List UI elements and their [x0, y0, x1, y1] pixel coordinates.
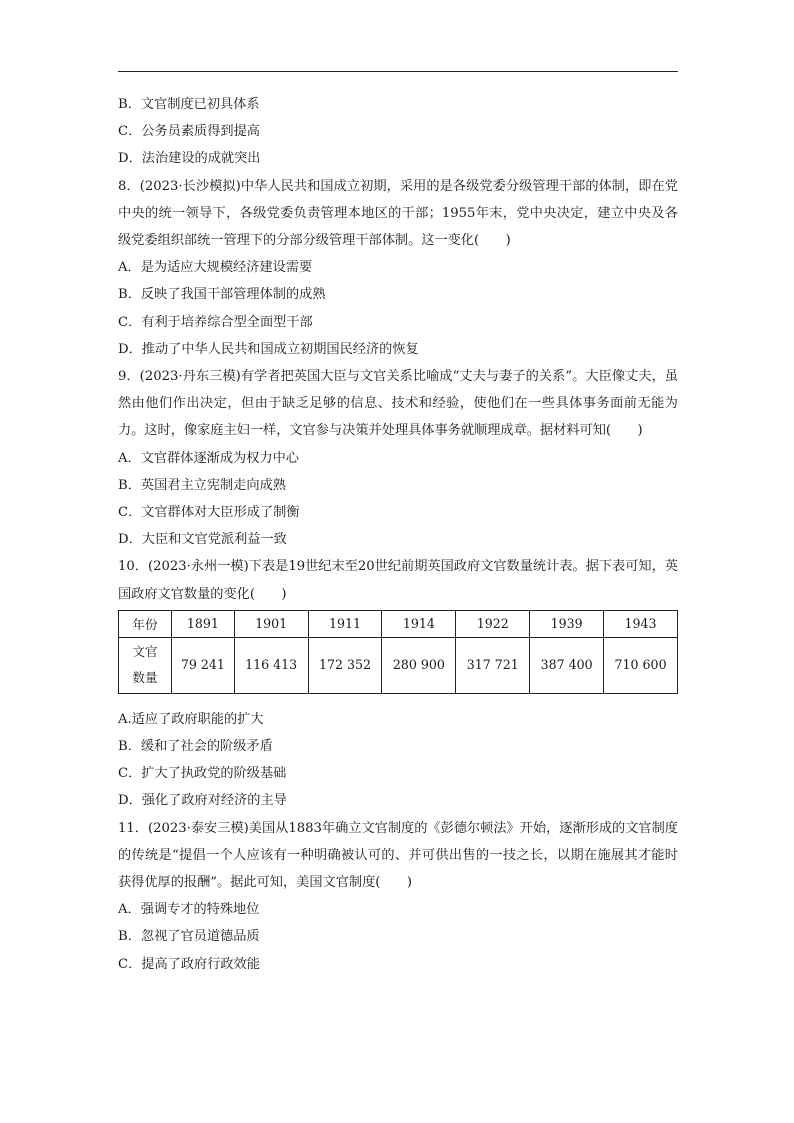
- table-row-counts: [119, 637, 678, 693]
- year-cell: 1922: [456, 610, 530, 637]
- year-cell: 1901: [234, 610, 308, 637]
- q8-option-b: B．反映了我国干部管理体制的成熟: [118, 287, 326, 303]
- q8-stem: 8．(2023·长沙模拟)中华人民共和国成立初期，采用的是各级党委分级管理干部的体制，即在党中央的统一领导下，各级党委负责管理本地区的干部；1955年末，党中央决定，建立中央及各级党委组织部统一管理下的分部分级管理干部体制。这一变化( ): [118, 178, 678, 249]
- q8-option-a: A．是为适应大规模经济建设需要: [118, 260, 313, 276]
- q7-option-d: D．法治建设的成就突出: [118, 151, 261, 167]
- count-cell: 317 721: [456, 637, 530, 693]
- count-cell: 387 400: [530, 637, 604, 693]
- q9-option-c: C．文官群体对大臣形成了制衡: [118, 505, 300, 521]
- count-cell: 280 900: [382, 637, 456, 693]
- q9-option-a: A．文官群体逐渐成为权力中心: [118, 450, 299, 466]
- year-header-cell: 年份: [119, 610, 172, 637]
- count-cell: 710 600: [604, 637, 678, 693]
- document-body: [118, 91, 678, 978]
- year-cell: 1943: [604, 610, 678, 637]
- q11-option-c: C．提高了政府行政效能: [118, 956, 260, 972]
- year-cell: 1939: [530, 610, 604, 637]
- q7-option-c: C．公务员素质得到提高: [118, 124, 260, 140]
- year-cell: 1914: [382, 610, 456, 637]
- count-header-line-1: 文官: [132, 644, 158, 660]
- q8-option-c: C．有利于培养综合型全面型干部: [118, 314, 313, 330]
- q11-stem: 11．(2023·泰安三模)美国从1883年确立文官制度的《彭德尔顿法》开始，逐渐形成的文官制度的传统是“提倡一个人应该有一种明确被认可的、并可供出售的一技之长，以期在施展其才能时获得优厚的报酬”。据此可知，美国文官制度( ): [118, 820, 678, 891]
- q10-option-c: C．扩大了执政党的阶级基础: [118, 766, 287, 782]
- header-rule: [118, 71, 678, 72]
- q9-stem: 9．(2023·丹东三模)有学者把英国大臣与文官关系比喻成“丈夫与妻子的关系”。大臣像丈夫，虽然由他们作出决定，但由于缺乏足够的信息、技术和经验，使他们在一些具体事务面前无能为力。这时，像家庭主妇一样，文官参与决策并处理具体事务就顺理成章。据材料可知( ): [118, 369, 678, 439]
- count-cell: 172 352: [308, 637, 382, 693]
- table-row-years: [119, 610, 678, 637]
- q11-option-b: B．忽视了官员道德品质: [118, 929, 260, 945]
- count-header-line-2: 数量: [132, 670, 158, 686]
- year-cell: 1911: [308, 610, 382, 637]
- q11-option-a: A．强调专才的特殊地位: [118, 902, 260, 918]
- q8-option-d: D．推动了中华人民共和国成立初期国民经济的恢复: [118, 341, 419, 357]
- q7-option-b: B．文官制度已初具体系: [118, 97, 260, 112]
- year-cell: 1891: [172, 610, 235, 637]
- q10-option-b: B．缓和了社会的阶级矛盾: [118, 739, 273, 755]
- count-header-cell: [119, 637, 172, 693]
- count-cell: 116 413: [234, 637, 308, 693]
- q10-option-a: A.适应了政府职能的扩大: [118, 711, 264, 727]
- q9-option-d: D．大臣和文官党派利益一致: [118, 532, 287, 548]
- q10-stem: 10．(2023·永州一模)下表是19世纪末至20世纪前期英国政府文官数量统计表。据下表可知，英国政府文官数量的变化( ): [118, 559, 678, 602]
- q10-option-d: D．强化了政府对经济的主导: [118, 793, 287, 809]
- civil-servant-count-table: [118, 610, 678, 694]
- q9-option-b: B．英国君主立宪制走向成熟: [118, 477, 286, 493]
- count-cell: 79 241: [172, 637, 235, 693]
